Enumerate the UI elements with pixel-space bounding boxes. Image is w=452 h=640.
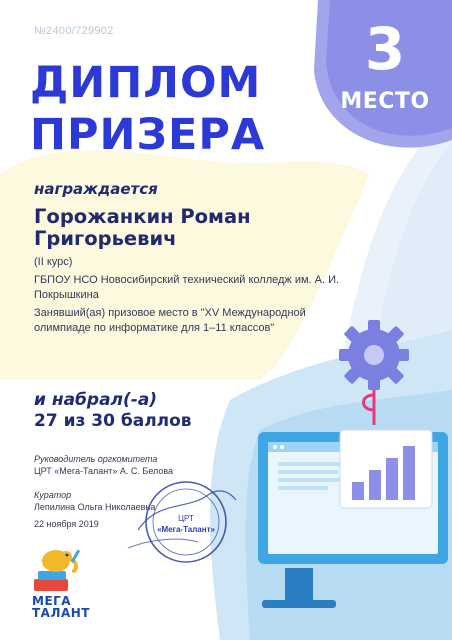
title-line-1: ДИПЛОМ (30, 58, 262, 108)
logo-line-2: ТАЛАНТ (32, 606, 90, 620)
achievement: Занявший(ая) призовое место в "XV Международной олимпиаде по информатике для 1–11 классов" (34, 307, 306, 334)
place-number: 3 (364, 15, 406, 83)
course: (II курс) (34, 256, 73, 268)
bar-chart-icon (340, 430, 432, 508)
head-name: ЦРТ «Мега-Талант» А. С. Белова (34, 466, 174, 476)
curator-role: Куратор (34, 490, 72, 500)
awarded-label: награждается (34, 180, 158, 198)
title-line-2: ПРИЗЕРА (30, 110, 266, 160)
issue-date: 22 ноября 2019 (34, 519, 99, 529)
logo-line-1: МЕГА (32, 594, 72, 608)
institution: ГБПОУ НСО Новосибирский технический колледж им. А. И. Покрышкина (34, 274, 340, 301)
recipient-name: Горожанкин Роман Григорьевич (34, 205, 251, 250)
elephant-logo-icon (30, 545, 90, 595)
stamp-line-1: ЦРТ (178, 514, 194, 523)
gear-icon (339, 320, 409, 390)
stamp-line-2: «Мега-Талант» (157, 525, 215, 534)
head-role: Руководитель оргкомитета (34, 454, 158, 464)
score: 27 из 30 баллов (34, 411, 192, 431)
scored-label: и набрал(-а) (34, 390, 158, 410)
place-word: МЕСТО (340, 89, 430, 114)
certificate-number: №2400/729902 (34, 25, 114, 37)
curator-name: Лепилина Ольга Николаевна (34, 502, 156, 512)
